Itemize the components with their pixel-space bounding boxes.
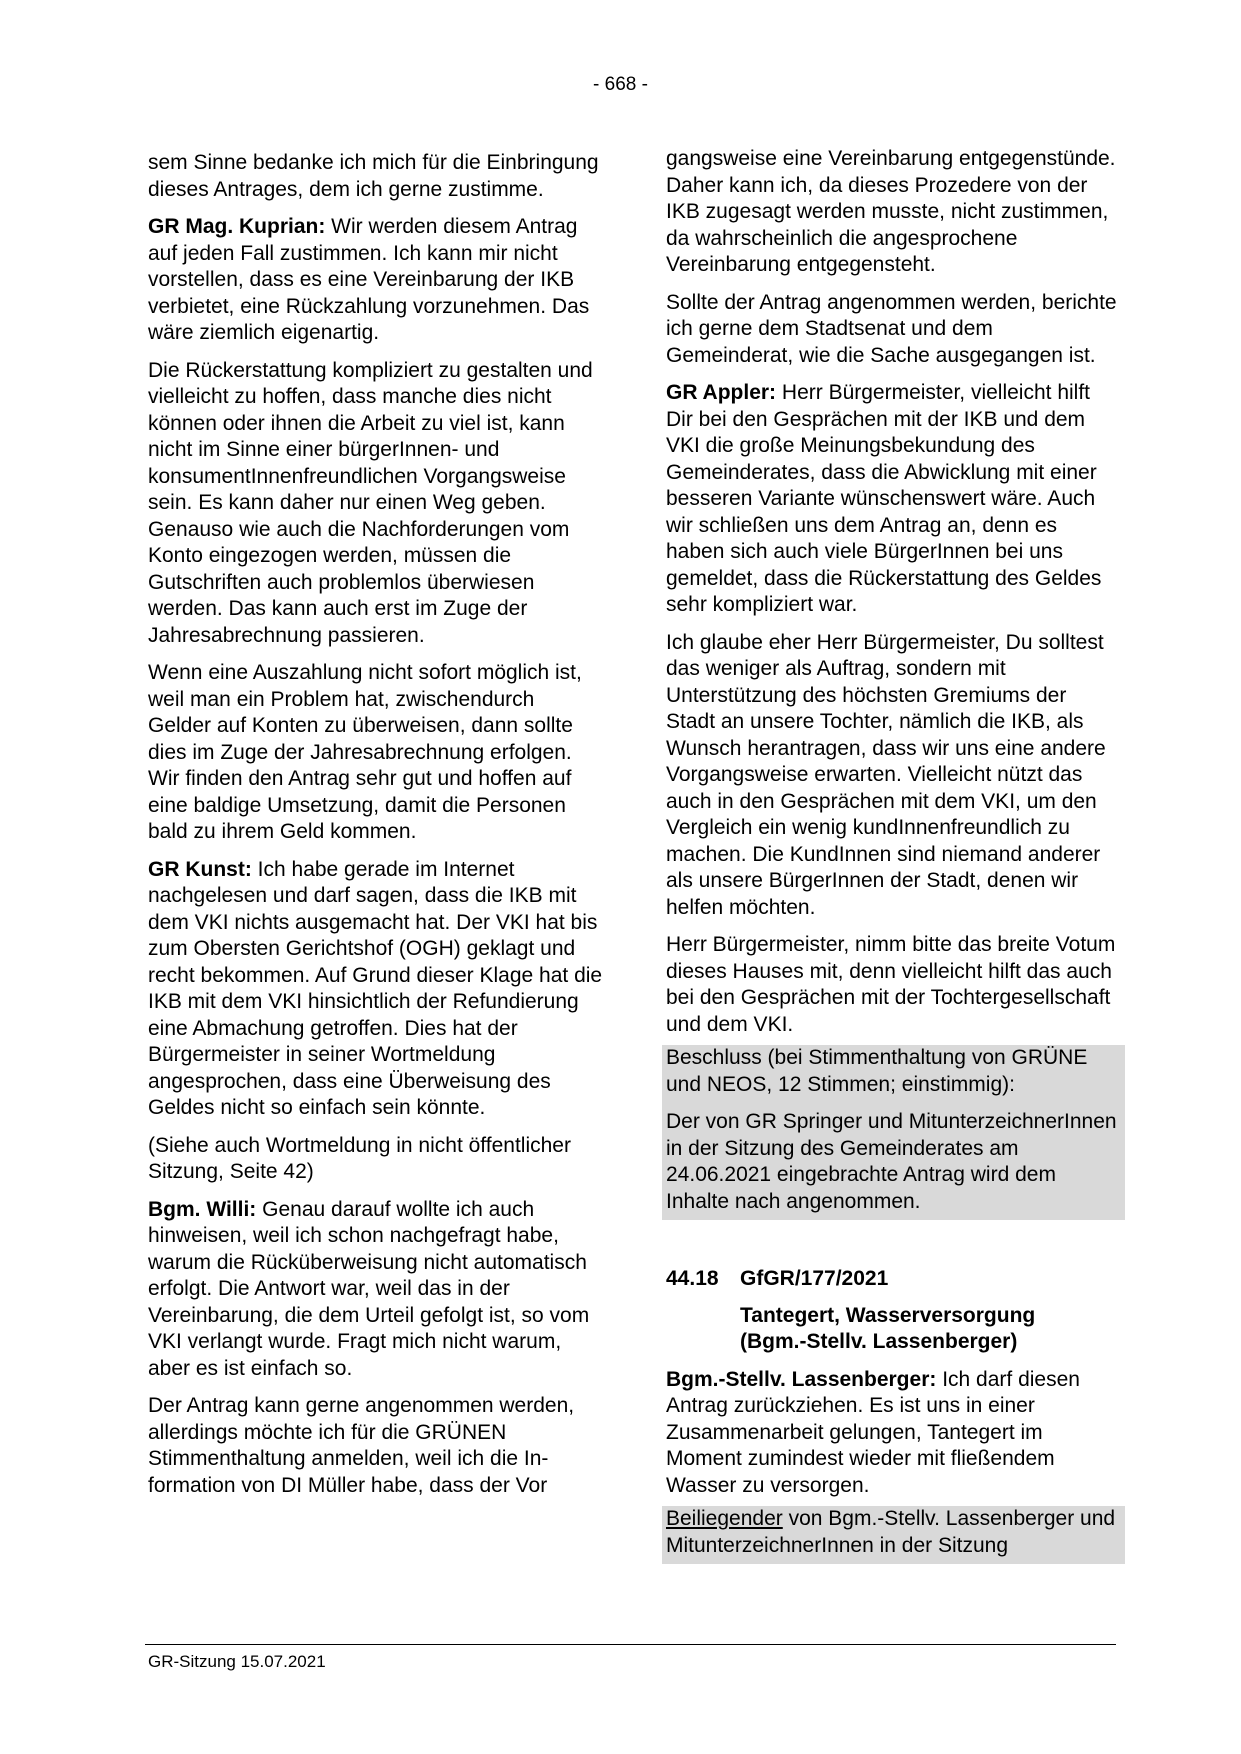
footer-text: GR-Sitzung 15.07.2021 <box>148 1652 326 1671</box>
speaker-name: GR Kunst: <box>148 857 252 881</box>
paragraph-text: Herr Bürgermeister, nimm bitte das breite Votum dieses Hauses mit, denn vielleicht hilft das auch bei den Gesprächen mit der Tochtergesellschaft und dem VKI. <box>666 933 1116 1036</box>
paragraph-text: Der Antrag kann gerne angenommen werden, allerdings möchte ich für die GRÜNEN Stimmenthaltung anmelden, weil ich die Information von DI Müller habe, dass der Vor <box>148 1394 575 1497</box>
paragraph <box>148 1133 603 1186</box>
agenda-item <box>666 1266 1121 1356</box>
agenda-subject <box>740 1303 1121 1356</box>
page-number: - 668 - <box>593 74 648 95</box>
paragraph <box>148 1197 603 1383</box>
speaker-name: Bgm. Willi: <box>148 1197 257 1221</box>
agenda-subject-line: (Bgm.-Stellv. Lassenberger) <box>740 1330 1018 1353</box>
paragraph <box>666 1367 1121 1500</box>
paragraph <box>666 630 1121 922</box>
paragraph-text: Wenn eine Auszahlung nicht sofort möglich ist, weil man ein Problem hat, zwischendurch Gelder auf Konten zu überweisen, dann sollte dies im Zuge der Jahresabrechnung erfolgen. Wir finden den Antrag sehr gut und hoffen auf eine baldige Umsetzung, damit die Personen bald zu ihrem Geld kommen. <box>148 661 582 843</box>
paragraph <box>148 150 603 203</box>
footer-divider <box>145 1644 1116 1645</box>
agenda-number: 44.18 <box>666 1267 719 1290</box>
agenda-reference: GfGR/177/2021 <box>740 1267 889 1290</box>
speaker-name: GR Mag. Kuprian: <box>148 215 326 238</box>
attachment-label: Beiliegender <box>666 1507 783 1530</box>
attachment-text <box>666 1506 1121 1559</box>
paragraph-text: Ich darf diesen Antrag zurückziehen. Es ist uns in einer Zusammenarbeit gelungen, Tantegert im Moment zumindest wieder mit fließendem Wasser zu versorgen. <box>666 1367 1080 1497</box>
paragraph-text: Die Rückerstattung kompliziert zu gestalten und vielleicht zu hoffen, dass manche dies nicht können oder ihnen die Arbeit zu viel ist, kann nicht im Sinne einer bürgerInnen- und konsumentInnenfreundlichen Vorgangsweise sein. Es kann daher nur einen Weg geben. Genauso wie auch die Nachforderungen vom Konto eingezogen werden, müssen die Gutschriften auch problemlos überwiesen werden. Das kann auch erst im Zuge der Jahresabrechnung passieren. <box>148 358 593 647</box>
right-column <box>666 147 1121 1564</box>
resolution-header: Beschluss (bei Stimmenthaltung von GRÜNE und NEOS, 12 Stimmen; einstimmig): <box>666 1046 1088 1096</box>
paragraph-text: Sollte der Antrag angenommen werden, berichte ich gerne dem Stadtsenat und dem Gemeinderat, wie die Sache ausgegangen ist. <box>666 290 1117 367</box>
paragraph-text: Herr Bürgermeister, vielleicht hilft Dir bei den Gesprächen mit der IKB und dem VKI die große Meinungsbekundung des Gemeinderates, dass die Abwicklung mit einer besseren Variante wünschenswert wäre. Auch wir schließen uns dem Antrag an, denn es haben sich auch viele BürgerInnen bei uns gemeldet, dass die Rückerstattung des Geldes sehr kompliziert war. <box>666 381 1102 616</box>
paragraph-text: Ich habe gerade im Internet nachgelesen und darf sagen, dass die IKB mit dem VKI nichts ausgemacht hat. Der VKI hat bis zum Obersten Gerichtshof (OGH) geklagt und recht bekommen. Auf Grund dieser Klage hat die IKB mit dem VKI hinsichtlich der Refundierung eine Abmachung getroffen. Dies hat der Bürgermeister in seiner Wortmeldung angesprochen, dass eine Überweisung des Geldes nicht so einfach sein könnte. <box>148 857 603 1119</box>
attachment-box <box>662 1506 1125 1564</box>
paragraph <box>148 857 603 1122</box>
left-column <box>148 150 603 1510</box>
paragraph <box>666 932 1121 1038</box>
paragraph <box>148 358 603 650</box>
speaker-name: GR Appler: <box>666 381 777 404</box>
agenda-subject-line: Tantegert, Wasserversorgung <box>740 1303 1036 1327</box>
speaker-name: Bgm.-Stellv. Lassenberger: <box>666 1367 937 1391</box>
paragraph <box>666 146 1121 279</box>
paragraph <box>148 1393 603 1499</box>
paragraph-text: sem Sinne bedanke ich mich für die Einbringung dieses Antrages, dem ich gerne zustimme. <box>148 151 599 201</box>
paragraph <box>148 214 603 347</box>
resolution-text: Der von GR Springer und MitunterzeichnerInnen in der Sitzung des Gemeinderates am 24.06.2021 eingebrachte Antrag wird dem Inhalte nach angenommen. <box>666 1110 1117 1213</box>
paragraph-text: Ich glaube eher Herr Bürgermeister, Du solltest das weniger als Auftrag, sondern mit Unterstützung des höchsten Gremiums der Stadt an unsere Tochter, nämlich die IKB, als Wunsch herantragen, dass wir uns eine andere Vorgangsweise erwarten. Vielleicht nützt das auch in den Gesprächen mit dem VKI, um den Vergleich ein wenig kundInnenfreundlich zu machen. Die KundInnen sind niemand anderer als unsere BürgerInnen der Stadt, denen wir helfen möchten. <box>666 630 1106 919</box>
paragraph <box>666 380 1121 619</box>
attachment-body: von Bgm.-Stellv. Lassenberger und MitunterzeichnerInnen in der Sitzung <box>666 1507 1116 1557</box>
paragraph-text: (Siehe auch Wortmeldung in nicht öffentlicher Sitzung, Seite 42) <box>148 1133 571 1183</box>
paragraph-text: gangsweise eine Vereinbarung entgegenstünde. Daher kann ich, da dieses Prozedere von der IKB zugesagt werden musste, nicht zustimmen, da wahrscheinlich die angesprochene Vereinbarung entgegensteht. <box>666 147 1116 276</box>
paragraph <box>666 290 1121 370</box>
resolution-box <box>662 1045 1125 1220</box>
paragraph-text: Genau darauf wollte ich auch hinweisen, weil ich schon nachgefragt habe, warum die Rücküberweisung nicht automatisch erfolgt. Die Antwort war, weil das in der Vereinbarung, die dem Urteil gefolgt ist, so vom VKI verlangt wurde. Fragt mich nicht warum, aber es ist einfach so. <box>148 1197 590 1380</box>
paragraph <box>148 660 603 846</box>
paragraph-text: Wir werden diesem Antrag auf jeden Fall zustimmen. Ich kann mir nicht vorstellen, dass es eine Vereinbarung der IKB verbietet, eine Rückzahlung vorzunehmen. Das wäre ziemlich eigenartig. <box>148 215 590 344</box>
